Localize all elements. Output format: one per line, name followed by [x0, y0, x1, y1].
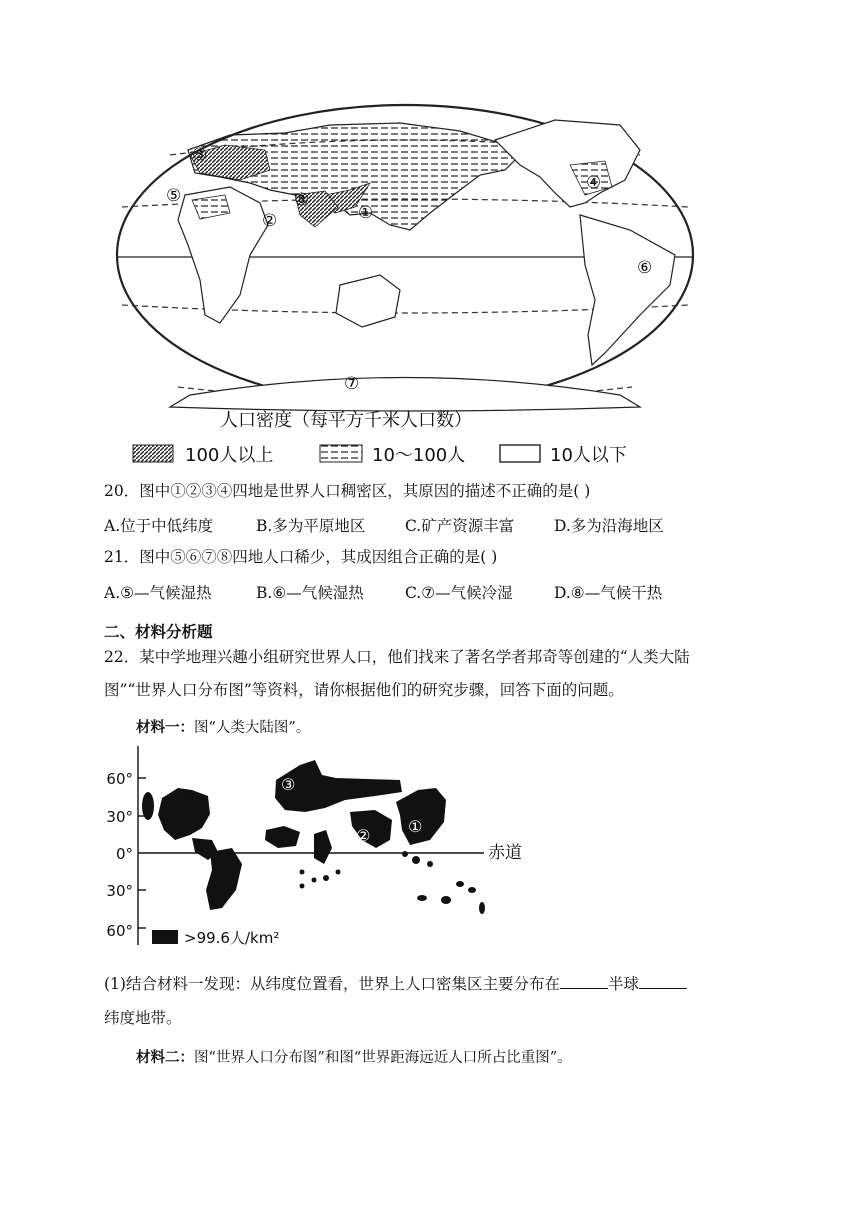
map2-legend-swatch: [152, 930, 178, 944]
sub-question-1: [104, 974, 687, 994]
map1-marker-3: ③: [192, 145, 208, 165]
map1-marker-5: ⑤: [166, 186, 182, 206]
question-21-stem: 21．图中⑤⑥⑦⑧四地人口稀少，其成因组合正确的是( ): [104, 548, 498, 566]
map1-marker-7: ⑦: [344, 374, 360, 394]
map1-marker-8: ⑧: [294, 190, 310, 210]
question-20-stem: 20．图中①②③④四地是世界人口稠密区，其原因的描述不正确的是( ): [104, 482, 591, 500]
legend-label-dense: 100人以上: [185, 445, 274, 466]
lat-label-30n: 30°: [106, 808, 133, 826]
map1-title: 人口密度（每平方千米人口数）: [220, 410, 472, 431]
sub-question-1-part1: (1)结合材料一发现：从纬度位置看，世界上人口密集区主要分布在: [104, 975, 560, 993]
question-22-line1: 22．某中学地理兴趣小组研究世界人口，他们找来了著名学者邦奇等创建的“人类大陆: [104, 648, 690, 666]
answer-blank-hemisphere[interactable]: [560, 974, 608, 989]
question-20-option-b[interactable]: B.多为平原地区: [256, 517, 366, 535]
question-20-option-c[interactable]: C.矿产资源丰富: [405, 517, 515, 535]
blob-west-africa: [265, 826, 300, 848]
map2-legend-label: >99.6人/km²: [184, 929, 280, 947]
blob-na-west: [142, 792, 154, 820]
section-heading: 二、材料分析题: [104, 623, 213, 641]
sub-question-1-part2: 半球: [607, 975, 639, 993]
question-21-option-d[interactable]: D.⑧—气候干热: [554, 584, 663, 602]
material-1: [136, 716, 310, 737]
map2-marker-1: ①: [408, 817, 423, 836]
dense-population-areas: [142, 760, 485, 914]
legend-label-sparse: 10人以下: [550, 445, 627, 466]
legend-swatch-mid: [320, 445, 362, 462]
legend-label-mid: 10～100人: [372, 445, 466, 466]
answer-blank-latitude[interactable]: [639, 974, 687, 989]
blob-east-africa: [314, 830, 332, 864]
map2-marker-4: ④: [180, 788, 195, 807]
question-21-option-c[interactable]: C.⑦—气候冷湿: [405, 584, 513, 602]
sub-question-1-line2: 纬度地带。: [104, 1009, 182, 1027]
question-22-line2: 图”“世界人口分布图”等资料，请你根据他们的研究步骤，回答下面的问题。: [104, 681, 624, 699]
lat-label-0: 0°: [115, 845, 133, 863]
blob-south-america: [206, 848, 242, 910]
map2-marker-3: ③: [281, 775, 296, 794]
antarctica: [170, 378, 640, 412]
material-2-text: 图“世界人口分布图”和图“世界距海远近人口所占比重图”。: [194, 1050, 572, 1066]
lat-label-30s: 30°: [106, 882, 133, 900]
question-20-option-d[interactable]: D.多为沿海地区: [554, 517, 664, 535]
population-density-map: [100, 95, 710, 475]
map1-marker-2: ②: [262, 211, 278, 231]
human-continent-map: [100, 740, 540, 950]
legend-swatch-sparse: [500, 445, 540, 462]
question-20-option-a[interactable]: A.位于中低纬度: [104, 517, 214, 535]
map2-marker-2: ②: [356, 826, 371, 845]
material-2: [136, 1046, 572, 1067]
question-21-option-a[interactable]: A.⑤—气候湿热: [104, 584, 212, 602]
lat-label-60s: 60°: [106, 922, 133, 940]
question-21-option-b[interactable]: B.⑥—气候湿热: [256, 584, 364, 602]
material-1-text: 图“人类大陆图”。: [194, 720, 311, 736]
equator-label: 赤道: [488, 843, 522, 863]
legend-swatch-dense: [133, 445, 173, 462]
map1-marker-4: ④: [586, 173, 602, 193]
lat-label-60n: 60°: [106, 770, 133, 788]
map1-marker-6: ⑥: [637, 258, 653, 278]
material-2-label: 材料二：: [136, 1050, 194, 1066]
material-1-label: 材料一：: [136, 720, 194, 736]
map1-marker-1: ①: [358, 203, 374, 223]
